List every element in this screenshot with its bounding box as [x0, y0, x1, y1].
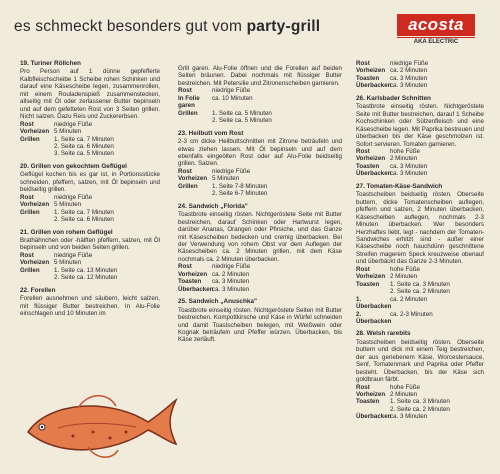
spec-row	[178, 190, 342, 197]
spec-value: ca. 2 Minuten	[390, 67, 428, 75]
recipe-text: Toastscheiben beidseitig rösten. Oberseite buttern, dicke Tomatenscheiben auflegen, pfeffern und salzen, 2 Minuten überbacken, Käsescheiben auflegen, nochmals 2-3 Minuten überbacken. Wer besonders Herzhaftes liebt, legt - nachdem der Tomaten-Sandwiches erhitzt sind - außer einer Käsescheibe noch hauchdünn geschnittene Streifen magerem Speck kreuzweise obenauf und überbäckt das Ganze 2-3 Minuten.	[356, 191, 484, 266]
spec-key: Rost	[178, 87, 192, 95]
spec-key: In Folie garen	[178, 94, 200, 110]
recipe-text: Geflügel kochen bis es gar ist, in Portionsstücke schneiden, pfeffern, salzen, mit Öl bepinseln und beidseitig grillen.	[20, 171, 160, 194]
spec-row	[178, 110, 342, 117]
spec-value: 5 Minuten	[54, 201, 82, 209]
spec-row	[20, 121, 160, 128]
recipe-section	[20, 229, 160, 282]
spec-value: niedrige Füße	[390, 60, 429, 67]
spec-row	[20, 216, 160, 223]
spec-key	[178, 117, 212, 124]
recipe-column-2	[178, 65, 342, 349]
recipe-text: Toastbrote einseitig rösten. Nichtgeröstete Seite mit Butter bestreichen, darauf 1 Scheibe Kochschinken oder Sülzenfleisch und eine Käsescheibe legen. Mit Paprika bestreuen und überbacken bis der Käse geschmolzen ist. Sofort servieren. Tomaten garnieren.	[356, 103, 484, 148]
spec-value: niedrige Füße	[54, 251, 93, 259]
recipe-section	[20, 60, 160, 158]
spec-row	[356, 311, 484, 326]
fish-illustration	[18, 372, 178, 464]
spec-value: hohe Füße	[390, 383, 420, 391]
spec-key	[20, 143, 54, 150]
spec-row	[356, 273, 484, 280]
spec-value: 1. Seite ca. 7 Minuten	[54, 135, 114, 143]
spec-key: Überbacken	[178, 285, 214, 293]
spec-value: 2. Seite ca. 5 Minuten	[212, 117, 272, 125]
spec-value: ca. 3 Minuten	[390, 162, 428, 170]
spec-value: ca. 3 Minuten	[390, 82, 428, 90]
spec-value: 2. Seite ca. 12 Minuten	[54, 274, 118, 282]
spec-row	[356, 75, 484, 82]
spec-row	[20, 128, 160, 135]
spec-row	[356, 398, 484, 405]
spec-key: Grillen	[20, 208, 40, 216]
spec-row	[178, 117, 342, 124]
recipe-section	[178, 203, 342, 293]
spec-value: 1. Seite ca. 3 Minuten	[390, 280, 450, 288]
spec-row	[356, 163, 484, 170]
spec-key: Grillen	[178, 109, 198, 117]
spec-row	[356, 413, 484, 420]
spec-key: Toasten	[356, 162, 380, 170]
spec-value: ca. 2-3 Minuten	[390, 310, 433, 318]
spec-value: hohe Füße	[390, 147, 420, 155]
recipe-title: 25. Sandwich „Anuschka"	[178, 298, 258, 306]
spec-key: Überbacken	[356, 82, 392, 90]
recipe-column-3	[356, 60, 484, 426]
spec-row	[20, 201, 160, 208]
spec-value: 1. Seite ca. 5 Minuten	[212, 109, 272, 117]
spec-row	[178, 183, 342, 190]
recipe-text: Toastbrote einseitig rösten. Nichtgeröstete Seite mit Butter bestreichen, darauf Schinken oder Hartwurst legen, darüber Ananas, Orangen oder Pfirsiche, und das Ganze mit Käsescheiben bedecken und cremig überbacken. Bei der Verwendung von rohem Obst vor dem Auflegen der Käsescheiben ca. 2 Minuten grillen, mit dem Käse nochmals ca. 2 Minuten überbacken.	[178, 211, 342, 263]
recipe-text: Pro Person auf 1 dünne gepfefferte Kalbfleischscheibe 1 Scheibe rohen Schinken und darauf eine Käsescheibe legen, zusammenrollen, mit einem Rouladenspieß zusammenstecken, allseitig mit Öl oder zerlassener Butter bepinseln und auf dem gefetteten Rost von 3 Seiten grillen. Nicht salzen. Dazu Reis und Zuckererbsen.	[20, 68, 160, 121]
spec-key: Rost	[20, 251, 34, 259]
spec-value: 2 Minuten	[390, 273, 418, 281]
spec-value: 3. Seite ca. 5 Minuten	[54, 150, 114, 158]
spec-row	[356, 60, 484, 67]
spec-row	[356, 281, 484, 288]
recipe-title: 22. Forellen	[20, 286, 56, 294]
spec-key: Vorheizen	[178, 175, 208, 183]
recipe-title: 28. Welsh rarebits	[356, 330, 411, 338]
recipe-text: 2-3 cm dicke Heilbuttschnitten mit Zitrone beträufeln und etwas ziehen lassen. Mit Öl bepinseln und auf dem ebenfalls eingeölten Rost oder auf Alu-Folie beidseitig grillen. Salzen.	[178, 138, 342, 168]
spec-key: Rost	[356, 383, 370, 391]
recipe-section	[20, 287, 160, 318]
recipe-text: Toastscheiben beidseitig rösten. Oberseite buttern und dick mit einem Teig bestreichen, der aus geriebenem Käse, Worcestersauce, Senf, Tomatenmark und Paprika oder Pfeffer besteht. Überbacken, bis der Käse sich goldbraun färbt.	[356, 338, 484, 384]
spec-row	[356, 384, 484, 391]
spec-row	[178, 168, 342, 175]
spec-key	[20, 216, 54, 223]
spec-key: Grillen	[178, 182, 198, 190]
header-text: es schmeckt besonders gut vom	[14, 18, 247, 35]
spec-value: 5 Minuten	[54, 128, 82, 136]
spec-key: Vorheizen	[356, 273, 386, 281]
spec-row	[178, 271, 342, 278]
spec-key: Toasten	[178, 278, 202, 286]
recipe-section	[356, 183, 484, 326]
spec-key	[178, 190, 212, 197]
spec-key: Vorheizen	[20, 259, 50, 267]
spec-value: ca. 10 Minuten	[212, 94, 253, 102]
spec-key: Toasten	[356, 280, 380, 288]
spec-row	[20, 136, 160, 143]
spec-row	[356, 155, 484, 162]
spec-row	[356, 406, 484, 413]
recipe-text: Brathähnchen oder -hälften pfeffern, salzen, mit Öl bepinseln und von beiden Seiten grillen.	[20, 236, 160, 252]
spec-row	[20, 143, 160, 150]
spec-value: 1. Seite 7-8 Minuten	[212, 182, 268, 190]
spec-value: hohe Füße	[390, 265, 420, 273]
spec-key: Vorheizen	[178, 270, 208, 278]
spec-row	[20, 274, 160, 281]
spec-value: niedrige Füße	[54, 120, 93, 128]
spec-value: ca. 2 Minuten	[212, 270, 250, 278]
spec-row	[356, 266, 484, 273]
recipe-section	[178, 130, 342, 198]
recipe-title: 27. Tomaten-Käse-Sandwich	[356, 182, 443, 190]
spec-value: ca. 2 Minuten	[390, 295, 428, 303]
spec-value: 1. Seite ca. 13 Minuten	[54, 266, 118, 274]
spec-key: Rost	[20, 193, 34, 201]
recipe-section	[20, 163, 160, 224]
recipe-section	[178, 298, 342, 344]
spec-key	[356, 406, 390, 413]
spec-key: Toasten	[356, 398, 380, 406]
spec-key: Vorheizen	[20, 201, 50, 209]
spec-row	[178, 87, 342, 94]
spec-value: 1. Seite ca. 7 Minuten	[54, 208, 114, 216]
spec-key: Vorheizen	[356, 67, 386, 75]
recipe-title: 20. Grillen von gekochtem Geflügel	[20, 162, 127, 170]
recipe-section	[356, 60, 484, 90]
spec-key: 2. Überbacken	[356, 310, 392, 325]
spec-row	[178, 278, 342, 285]
spec-value: 5 Minuten	[54, 259, 82, 267]
spec-key: Rost	[356, 60, 370, 67]
recipe-title: 26. Karlsbader Schnitten	[356, 94, 431, 102]
recipe-text: Grill garen. Alu-Folie öffnen und die Forellen auf beiden Seiten bräunen. Dabei nochmals mit flüssiger Butter bestreichen. Mit Petersilie und Zitronenscheiben garnieren.	[178, 65, 342, 87]
spec-row	[356, 170, 484, 177]
recipe-title: 23. Heilbutt vom Rost	[178, 129, 244, 137]
spec-row	[20, 259, 160, 266]
logo-subtitle: AKA ELECTRIC	[397, 37, 475, 46]
spec-value: 2 Minuten	[390, 391, 418, 399]
spec-row	[356, 296, 484, 311]
recipe-section	[356, 95, 484, 178]
spec-value: niedrige Füße	[212, 87, 251, 95]
spec-value: ca. 3 Minuten	[212, 285, 250, 293]
recipe-column-1	[20, 60, 160, 323]
spec-key: 1. Überbacken	[356, 295, 392, 311]
spec-row	[178, 263, 342, 270]
spec-row	[20, 150, 160, 157]
spec-key: Rost	[356, 147, 370, 155]
spec-key: Überbacken	[356, 170, 392, 178]
spec-row	[356, 67, 484, 74]
spec-key: Grillen	[20, 135, 40, 143]
spec-key: Grillen	[20, 266, 40, 274]
spec-key	[20, 274, 54, 281]
spec-key: Überbacken	[356, 413, 392, 421]
spec-row	[356, 82, 484, 89]
recipe-title: 21. Grillen von rohem Geflügel	[20, 228, 113, 236]
spec-value: niedrige Füße	[212, 167, 251, 175]
spec-key: Rost	[178, 263, 192, 271]
spec-row	[20, 252, 160, 259]
spec-value: niedrige Füße	[54, 193, 93, 201]
page-header	[14, 18, 320, 36]
spec-value: 2. Seite ca. 2 Minuten	[390, 405, 450, 413]
spec-key: Toasten	[356, 74, 380, 82]
spec-value: 5 Minuten	[212, 175, 240, 183]
recipe-text: Toastbrote einseitig rösten. Nichtgeröstete Seiten mit Butter bestreichen. Kompottkirsche und Käse in Würfel schneiden und damit Toastscheiben belegen, mit Weißwein oder Kognak beträufeln und Pfeffer würzen. Überbacken, bis Käse zerläuft.	[178, 306, 342, 344]
spec-value: ca. 3 Minuten	[390, 413, 428, 421]
spec-row	[356, 148, 484, 155]
spec-value: 2. Seite ca. 6 Minuten	[54, 142, 114, 150]
spec-key	[356, 288, 390, 295]
recipe-title: 24. Sandwich „Florida"	[178, 202, 248, 210]
recipe-text: Forellen ausnehmen und säubern, leicht salzen, mit flüssiger Butter bestreichen. In Alu-Folie einschlagen und 10 Minuten im	[20, 295, 160, 318]
spec-key: Rost	[356, 265, 370, 273]
spec-row	[178, 286, 342, 293]
spec-value: niedrige Füße	[212, 263, 251, 271]
recipe-section	[356, 330, 484, 420]
spec-row	[20, 194, 160, 201]
spec-row	[356, 391, 484, 398]
spec-key: Vorheizen	[356, 155, 386, 163]
spec-value: 2 Minuten	[390, 155, 418, 163]
spec-value: ca. 3 Minuten	[390, 170, 428, 178]
acosta-logo: acosta	[397, 14, 475, 36]
spec-value: 2. Seite ca. 6 Minuten	[54, 216, 114, 224]
spec-key: Vorheizen	[20, 128, 50, 136]
spec-row	[20, 209, 160, 216]
spec-row	[178, 95, 342, 110]
spec-key: Rost	[178, 167, 192, 175]
spec-row	[178, 175, 342, 182]
recipe-section	[178, 65, 342, 125]
spec-value: ca. 3 Minuten	[390, 74, 428, 82]
header-bold-text: party-grill	[246, 18, 321, 35]
spec-row	[356, 288, 484, 295]
spec-value: 2. Seite 6-7 Minuten	[212, 190, 268, 198]
spec-value: ca. 3 Minuten	[212, 278, 250, 286]
spec-key: Rost	[20, 120, 34, 128]
recipe-title: 19. Turiner Röllchen	[20, 60, 81, 67]
spec-value: 2. Seite ca. 2 Minuten	[390, 288, 450, 296]
spec-row	[20, 267, 160, 274]
spec-key	[20, 150, 54, 157]
spec-key: Vorheizen	[356, 391, 386, 399]
spec-value: 1. Seite ca. 3 Minuten	[390, 398, 450, 406]
